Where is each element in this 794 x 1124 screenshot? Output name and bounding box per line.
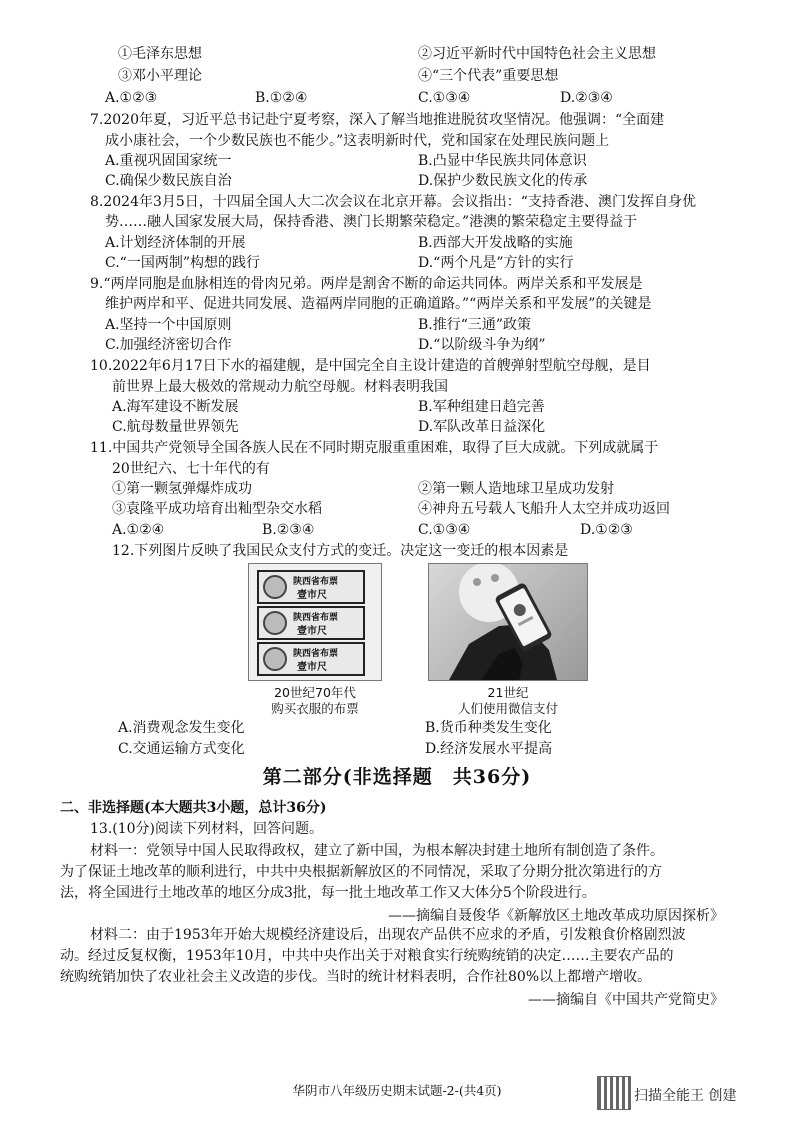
qr-code-icon (597, 1076, 631, 1110)
q11-stem-line2: 20世纪六、七十年代的有 (112, 461, 270, 477)
caption-wechat-line2: 人们使用微信支付 (457, 701, 558, 716)
q8-choice-c: C.“一国两制”构想的践行 (105, 255, 260, 271)
material2-source: ——摘编自《中国共产党简史》 (528, 992, 724, 1008)
q7-choice-b: B.凸显中华民族共同体意识 (418, 153, 587, 169)
page-footer: 华阴市八年级历史期末试题-2-(共4页) (292, 1083, 502, 1098)
caption-wechat (428, 685, 588, 717)
coupon-seal-icon (263, 647, 287, 671)
q7-choice-c: C.确保少数民族自治 (105, 173, 232, 189)
q12-choice-b: B.货币种类发生变化 (425, 720, 552, 736)
q8-choice-b: B.西部大开发战略的实施 (418, 235, 573, 251)
q12-stem: 12.下列图片反映了我国民众支付方式的变迁。决定这一变迁的根本因素是 (112, 543, 569, 559)
q12-choice-c: C.交通运输方式变化 (118, 741, 245, 757)
q7-stem-line2: 成小康社会，一个少数民族也不能少。”这表明新时代，党和国家在处理民族问题上 (105, 133, 610, 149)
q10-choice-d: D.军队改革日益深化 (418, 419, 546, 435)
coupon-seal-icon (263, 611, 287, 635)
material2-line2: 动。经过反复权衡，1953年10月，中共中央作出关于对粮食实行统购统销的决定……主要农产品的 (60, 948, 674, 964)
q6-choice-c: C.①③④ (418, 90, 471, 106)
cloth-coupon (257, 642, 365, 676)
caption-coupon-line2: 购买衣服的布票 (271, 701, 359, 716)
cloth-coupon (257, 606, 365, 640)
q7-stem-line1: 7.2020年夏，习近平总书记赴宁夏考察，深入了解当地推进脱贫攻坚情况。他强调：“全面建 (90, 112, 665, 128)
material1-source: ——摘编自聂俊华《新解放区土地改革成功原因探析》 (388, 908, 724, 924)
cloth-coupon (257, 570, 365, 604)
coupon-title: 陕西省布票 (293, 613, 339, 623)
caption-coupon-line1: 20世纪70年代 (274, 685, 356, 700)
q12-choice-a: A.消费观念发生变化 (118, 720, 245, 736)
material2-line3: 统购统销加快了农业社会主义改造的步伐。当时的统计材料表明，合作社80%以上都增产增收。 (60, 969, 652, 985)
q8-stem-line2: 势……融人国家发展大局，保持香港、澳门长期繁荣稳定。”港澳的繁荣稳定主要得益于 (105, 214, 638, 230)
q8-choice-a: A.计划经济体制的开展 (105, 235, 246, 251)
part2-title: 第二部分(非选择题 共36分) (262, 766, 532, 788)
coupon-value: 壹市尺 (297, 626, 327, 637)
q9-stem-line2: 维护两岸和平、促进共同发展、造福两岸同胞的正确道路。”“两岸关系和平发展”的关键是 (105, 296, 652, 312)
q9-choice-a: A.坚持一个中国原则 (105, 317, 232, 333)
q7-choice-a: A.重视巩固国家统一 (105, 153, 232, 169)
q11-choice-b: B.②③④ (262, 522, 315, 538)
q6-option-3: ③邓小平理论 (118, 68, 202, 84)
coupon-value: 壹市尺 (297, 590, 327, 601)
q9-choice-c: C.加强经济密切合作 (105, 337, 232, 353)
phone-payment-photo (428, 563, 588, 681)
caption-wechat-line1: 21世纪 (487, 685, 529, 700)
q11-choice-a: A.①②④ (112, 522, 165, 538)
q6-choice-d: D.②③④ (560, 90, 613, 106)
scanner-watermark: 扫描全能王 创建 (634, 1088, 737, 1104)
q6-option-2: ②习近平新时代中国特色社会主义思想 (418, 46, 656, 62)
material2-line1: 材料二：由于1953年开始大规模经济建设后，出现农产品供不应求的矛盾，引发粮食价格剧烈波 (90, 927, 686, 943)
q11-stem-line1: 11.中国共产党领导全国各族人民在不同时期克服重重困难，取得了巨大成就。下列成就属于 (90, 440, 659, 456)
q12-choice-d: D.经济发展水平提高 (425, 741, 553, 757)
q11-choice-c: C.①③④ (418, 522, 471, 538)
q11-option-2: ②第一颗人造地球卫星成功发射 (418, 481, 614, 497)
coupon-title: 陕西省布票 (293, 649, 339, 659)
coupon-value: 壹市尺 (297, 662, 327, 673)
part2-heading: 二、非选择题(本大题共3小题，总计36分) (60, 800, 327, 816)
q13-stem: 13.(10分)阅读下列材料，回答问题。 (90, 821, 324, 837)
coupon-title: 陕西省布票 (293, 577, 339, 587)
q10-stem-line2: 前世界上最大极效的常规动力航空母舰。材料表明我国 (112, 379, 448, 395)
q9-stem-line1: 9.“两岸同胞是血脉相连的骨肉兄弟。两岸是割舍不断的命运共同体。两岸关系和平发展是 (90, 276, 643, 292)
q10-choice-c: C.航母数量世界领先 (112, 419, 239, 435)
q11-option-1: ①第一颗氢弹爆炸成功 (112, 481, 252, 497)
coupon-seal-icon (263, 575, 287, 599)
q6-option-4: ④“三个代表”重要思想 (418, 68, 559, 84)
q10-choice-b: B.军种组建日趋完善 (418, 399, 545, 415)
q11-option-3: ③袁隆平成功培育出籼型杂交水稻 (112, 501, 322, 517)
q8-stem-line1: 8.2024年3月5日，十四届全国人大二次会议在北京开幕。会议指出：“支持香港、澳门发挥自身优 (90, 194, 696, 210)
q6-choice-a: A.①②③ (105, 90, 158, 106)
q9-choice-b: B.推行“三通”政策 (418, 317, 532, 333)
q10-choice-a: A.海军建设不断发展 (112, 399, 239, 415)
q9-choice-d: D.“以阶级斗争为纲” (418, 337, 546, 353)
hand-phone-icon (429, 564, 587, 680)
material1-line1: 材料一：党领导中国人民取得政权，建立了新中国，为根本解决封建土地所有制创造了条件。 (90, 843, 664, 859)
material1-line3: 法，将全国进行土地改革的地区分成3批，每一批土地改革工作又大体分5个阶段进行。 (60, 885, 596, 901)
q7-choice-d: D.保护少数民族文化的传承 (418, 173, 588, 189)
q6-choice-b: B.①②④ (255, 90, 308, 106)
q11-option-4: ④神舟五号载人飞船升人太空并成功返回 (418, 501, 670, 517)
cloth-coupon-photo (248, 563, 382, 681)
q11-choice-d: D.①②③ (580, 522, 633, 538)
material1-line2: 为了保证土地改革的顺利进行，中共中央根据新解放区的不同情况，采取了分期分批次第进行的方 (60, 864, 662, 880)
q8-choice-d: D.“两个凡是”方针的实行 (418, 255, 574, 271)
q10-stem-line1: 10.2022年6月17日下水的福建舰，是中国完全自主设计建造的首艘弹射型航空母舰，是目 (90, 358, 651, 374)
q6-option-1: ①毛泽东思想 (118, 46, 202, 62)
caption-coupon (236, 685, 394, 717)
